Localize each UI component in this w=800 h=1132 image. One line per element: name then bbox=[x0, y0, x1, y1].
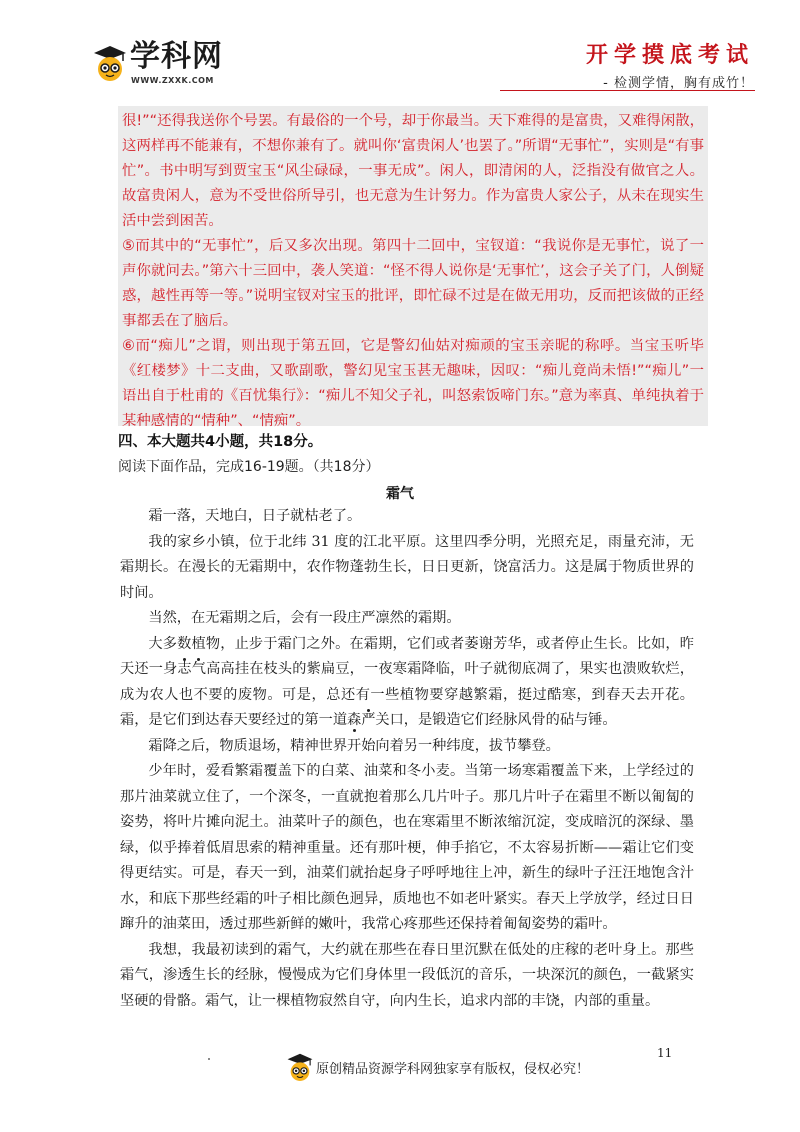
article-text: 高高挂在枝头的紫扁豆，一夜寒霜降临，叶子就彻底凋了，果实也溃败软烂，成为农人也不要的废物。可是，总还有一些植物要穿越繁霜，挺过酷寒，到春天去开花。霜，是它们到达春天要经过的第一道 bbox=[120, 661, 694, 728]
page-header bbox=[0, 0, 800, 100]
article-paragraph: 霜降之后，物质退场，精神世界开始向着另一种纬度，拔节攀登。 bbox=[148, 737, 560, 754]
article-text: 关口，是锻造它们经脉风骨的砧与锤。 bbox=[375, 712, 617, 728]
footer-dot bbox=[208, 1058, 210, 1060]
footer-copyright: 原创精品资源学科网独家享有版权，侵权必究！ bbox=[316, 1062, 590, 1077]
article-body bbox=[120, 504, 694, 1014]
answer-paragraph: ⑥而“痴儿”之谓，则出现于第五回，它是警幻仙姑对痴顽的宝玉亲昵的称呼。当宝玉听毕《红楼梦》十二支曲，又歌副歌，警幻见宝玉甚无趣味，因叹：“痴儿竟尚未悟!”“痴儿”一语出自于杜甫的《百忧集行》：“痴儿不知父子礼，叫怒索饭啼门东。”意为率真、单纯执着于某种感情的“情种”、“情痴”。 bbox=[122, 338, 704, 429]
emphasis-char: 森 bbox=[347, 712, 362, 728]
mascot-logo-icon bbox=[92, 44, 128, 82]
emphasis-char: 气 bbox=[191, 661, 207, 677]
logo-url: WWW.ZXXK.COM bbox=[131, 76, 214, 85]
header-divider bbox=[500, 90, 755, 91]
page-number: 11 bbox=[657, 1046, 673, 1060]
article-paragraph: 当然，在无霜期之后，会有一段庄严凛然的霜期。 bbox=[148, 610, 461, 626]
article-text: 大多数植物，止步于霜门之外。在霜期，它们或者萎谢芳华，或者停止生长。比如，昨天还一身 bbox=[120, 635, 694, 677]
emphasis-char: 严 bbox=[361, 712, 376, 728]
answer-explanation-block bbox=[118, 106, 708, 429]
slogan-subtitle: - 检测学情，胸有成竹！ bbox=[603, 76, 754, 91]
slogan-title: 开学摸底考试 bbox=[585, 42, 754, 68]
article-paragraph: 霜一落，天地白，日子就枯老了。 bbox=[148, 508, 362, 524]
article-paragraph: 我想，我最初读到的霜气，大约就在那些在春日里沉默在低处的庄稼的老叶身上。那些霜气，渗透生长的经脉，慢慢成为它们身体里一段低沉的音乐，一块深沉的颜色，一截紧实坚硬的骨骼。霜气，让一棵植物寂然自守，向内生长，追求内部的丰饶，内部的重量。 bbox=[120, 941, 694, 1009]
answer-paragraph: ⑤而其中的“无事忙”，后又多次出现。第四十二回中，宝钗道：“我说你是无事忙，说了一声你就问去。”第六十三回中，袭人笑道：“怪不得人说你是‘无事忙’，这会子关了门，人倒疑惑，越性再等一等。”说明宝钗对宝玉的批评，即忙碌不过是在做无用功，反而把该做的正经事都丢在了脑后。 bbox=[122, 238, 704, 329]
section-heading: 四、本大题共4小题，共18分。 bbox=[118, 434, 323, 450]
answer-paragraph: 很!”“还得我送你个号罢。有最俗的一个号，却于你最当。天下难得的是富贵，又难得闲散，这两样再不能兼有，不想你兼有了。就叫你‘富贵闲人’也罢了。”所谓“无事忙”，实则是“有事忙”。书中明写到贾宝玉“风尘碌碌，一事无成”。闲人，即清闲的人，泛指没有做官之人。故富贵闲人，意为不受世俗所导引，也无意为生计努力。作为富贵人家公子，从未在现实生活中尝到困苦。 bbox=[122, 113, 704, 229]
mascot-footer-icon bbox=[286, 1052, 314, 1082]
emphasis-char: 志 bbox=[177, 661, 192, 677]
section-instruction: 阅读下面作品，完成16-19题。（共18分） bbox=[118, 459, 380, 475]
article-title: 霜气 bbox=[386, 486, 414, 502]
article-paragraph: 少年时，爱看繁霜覆盖下的白菜、油菜和冬小麦。当第一场寒霜覆盖下来，上学经过的那片油菜就立住了，一个深冬，一直就抱着那么几片叶子。那几片叶子在霜里不断以匍匐的姿势，将叶片摊向泥土。油菜叶子的颜色，也在寒霜里不断浓缩沉淀，变成暗沉的深绿、墨绿，似乎捧着低眉思索的精神重量。还有那叶梗，伸手掐它，不太容易折断——霜让它们变得更结实。可是，春天一到，油菜们就抬起身子呼呼地往上冲，新生的绿叶子汪汪地饱含汁水，和底下那些经霜的叶子相比颜色迥异，质地也不如老叶紧实。春天上学放学，经过日日蹿升的油菜田，透过那些新鲜的嫩叶，我常心疼那些还保持着匍匐姿势的霜叶。 bbox=[120, 763, 694, 932]
logo-name: 学科网 bbox=[130, 39, 223, 74]
article-paragraph: 我的家乡小镇，位于北纬 31 度的江北平原。这里四季分明，光照充足，雨量充沛，无霜期长。在漫长的无霜期中，农作物蓬勃生长，日日更新，饶富活力。这是属于物质世界的时间。 bbox=[120, 533, 694, 601]
article-paragraph bbox=[120, 632, 694, 734]
